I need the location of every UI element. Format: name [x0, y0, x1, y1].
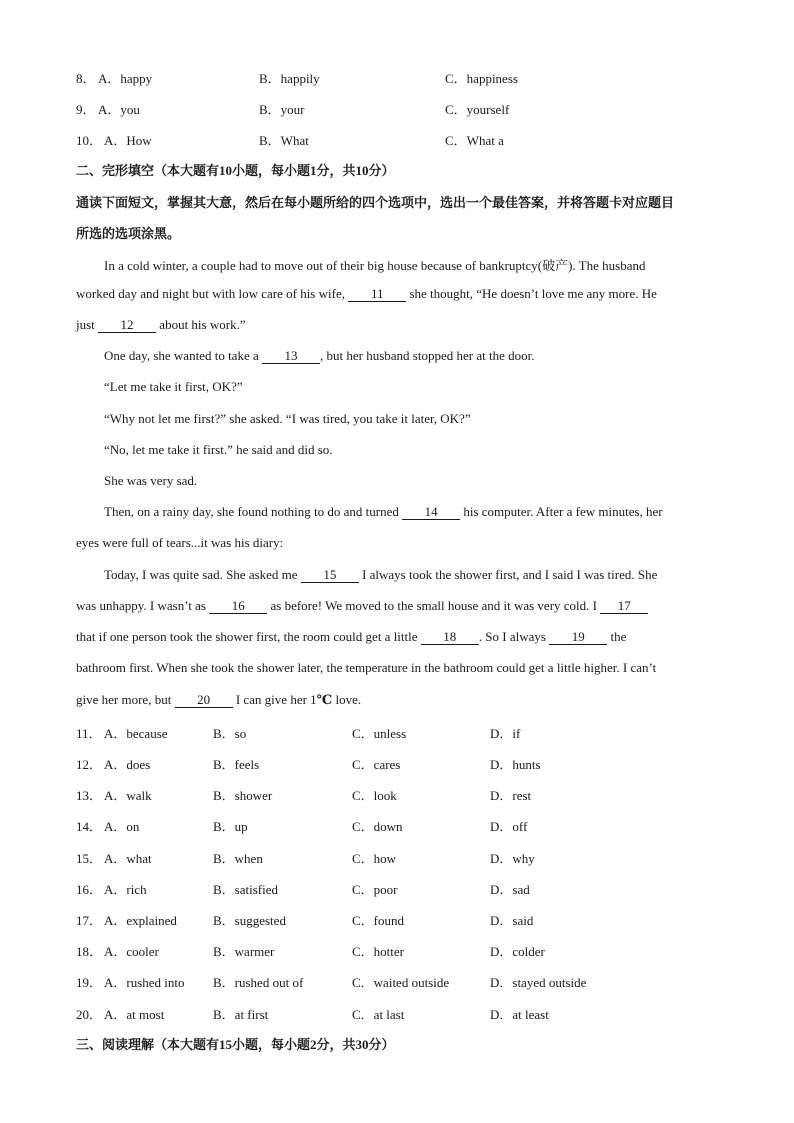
option-c: C．look	[352, 788, 397, 803]
section-2-instruction-line-2: 所选的选项涂黑。	[76, 226, 181, 241]
passage-line-3: just 12 about his work.”	[76, 317, 246, 332]
option-c: C．found	[352, 913, 405, 928]
section-3-title: 三、阅读理解（本大题有15小题，每小题2分，共30分）	[76, 1037, 395, 1052]
option-c: C．unless	[352, 726, 407, 741]
option-a: A．because	[104, 726, 168, 741]
passage-line-2: worked day and night but with low care of his wife, 11 she thought, “He doesn’t love me any more. He	[76, 286, 657, 301]
option-b: B．rushed out of	[213, 975, 304, 990]
question-number: 10．	[76, 133, 103, 148]
option-a: A．rich	[104, 882, 147, 897]
option-a: A．rushed into	[104, 975, 185, 990]
option-d: D．if	[490, 726, 521, 741]
blank-11: 11	[348, 287, 406, 302]
passage-line-13: that if one person took the shower first, the room could get a little 18 . So I always 19 the	[76, 629, 627, 644]
option-a: A．on	[104, 819, 140, 834]
option-a: A．How	[104, 133, 152, 148]
question-number: 20．	[76, 1007, 103, 1022]
option-a: A．at most	[104, 1007, 165, 1022]
question-number: 18．	[76, 944, 103, 959]
option-b: B．when	[213, 851, 263, 866]
question-number: 8．	[76, 71, 96, 86]
passage-line-8: She was very sad.	[104, 473, 198, 488]
passage-line-12: was unhappy. I wasn’t as 16 as before! We moved to the small house and it was very cold. I 17	[76, 598, 648, 614]
option-a: A．you	[98, 102, 140, 117]
option-b: B．warmer	[213, 944, 275, 959]
option-c: C．how	[352, 851, 397, 866]
option-c: C．yourself	[445, 102, 510, 117]
option-b: B．shower	[213, 788, 273, 803]
passage-line-14: bathroom first. When she took the shower later, the temperature in the bathroom could get a little higher. I can’t	[76, 660, 657, 675]
passage-line-7: “No, let me take it first.” he said and did so.	[104, 442, 333, 457]
passage-line-11: Today, I was quite sad. She asked me 15 I always took the shower first, and I said I was tired. She	[104, 567, 658, 582]
option-b: B．feels	[213, 757, 260, 772]
option-a: A．cooler	[104, 944, 159, 959]
option-c: C．waited outside	[352, 975, 450, 990]
question-number: 13．	[76, 788, 103, 803]
passage-line-5: “Let me take it first, OK?”	[104, 379, 243, 394]
option-d: D．sad	[490, 882, 530, 897]
passage-line-1: In a cold winter, a couple had to move out of their big house because of bankruptcy(破产). The husband	[104, 258, 646, 273]
option-a: A．does	[104, 757, 151, 772]
blank-15: 15	[301, 568, 359, 583]
section-2-instruction-line-1: 通读下面短文，掌握其大意，然后在每小题所给的四个选项中，选出一个最佳答案，并将答题卡对应题目	[76, 195, 675, 210]
blank-12: 12	[98, 318, 156, 333]
option-c: C．poor	[352, 882, 398, 897]
option-a: A．what	[104, 851, 152, 866]
option-a: A．walk	[104, 788, 152, 803]
option-b: B．happily	[259, 71, 320, 86]
option-c: C．at last	[352, 1007, 405, 1022]
option-c: C．cares	[352, 757, 401, 772]
question-number: 15．	[76, 851, 103, 866]
question-number: 16．	[76, 882, 103, 897]
option-c: C．What a	[445, 133, 504, 148]
question-number: 19．	[76, 975, 103, 990]
question-number: 14．	[76, 819, 103, 834]
option-d: D．at least	[490, 1007, 549, 1022]
blank-17: 17	[600, 599, 648, 614]
passage-line-10: eyes were full of tears...it was his diary:	[76, 535, 284, 550]
blank-19: 19	[549, 630, 607, 645]
option-d: D．off	[490, 819, 528, 834]
option-d: D．said	[490, 913, 534, 928]
option-a: A．explained	[104, 913, 177, 928]
option-b: B．suggested	[213, 913, 286, 928]
option-d: D．stayed outside	[490, 975, 587, 990]
option-b: B．satisfied	[213, 882, 278, 897]
question-number: 12．	[76, 757, 103, 772]
blank-20: 20	[175, 693, 233, 708]
option-a: A．happy	[98, 71, 153, 86]
option-b: B．at first	[213, 1007, 269, 1022]
passage-line-4: One day, she wanted to take a 13 , but her husband stopped her at the door.	[104, 348, 535, 363]
blank-16: 16	[209, 599, 267, 614]
question-number: 17．	[76, 913, 103, 928]
option-d: D．rest	[490, 788, 532, 803]
option-d: D．hunts	[490, 757, 541, 772]
option-d: D．why	[490, 851, 535, 866]
option-c: C．happiness	[445, 71, 518, 86]
option-d: D．colder	[490, 944, 545, 959]
option-b: B．up	[213, 819, 248, 834]
blank-18: 18	[421, 630, 479, 645]
option-b: B．your	[259, 102, 305, 117]
option-c: C．hotter	[352, 944, 404, 959]
blank-14: 14	[402, 505, 460, 520]
passage-line-9: Then, on a rainy day, she found nothing to do and turned 14 his computer. After a few minutes, her	[104, 504, 663, 519]
option-b: B．What	[259, 133, 309, 148]
option-b: B．so	[213, 726, 247, 741]
question-number: 9．	[76, 102, 96, 117]
blank-13: 13	[262, 349, 320, 364]
degree-symbol: ℃	[316, 692, 333, 707]
question-number: 11．	[76, 726, 102, 741]
passage-line-15: give her more, but 20 I can give her 1℃ love.	[76, 692, 362, 707]
section-2-title: 二、完形填空（本大题有10小题，每小题1分，共10分）	[76, 163, 395, 178]
option-c: C．down	[352, 819, 403, 834]
passage-line-6: “Why not let me first?” she asked. “I was tired, you take it later, OK?”	[104, 411, 471, 426]
